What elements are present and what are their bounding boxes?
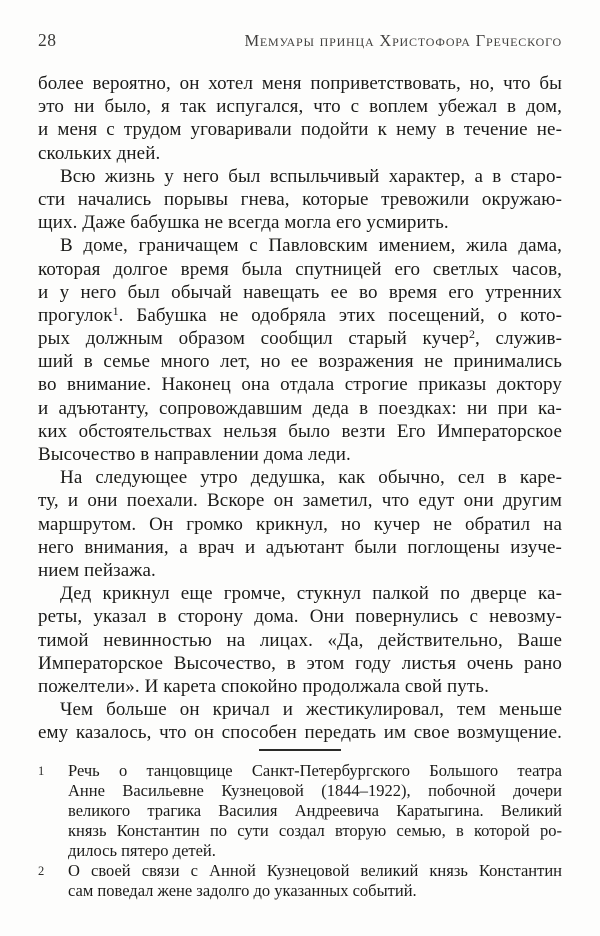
text-line: великого трагика Василия Андреевича Каратыгина. Великий xyxy=(68,801,562,821)
text-line: сти начались порывы гнева, которые тревожили окружаю- xyxy=(38,188,562,210)
text-line: скольких дней. xyxy=(38,142,161,164)
text-line: это ни было, я так испугался, что с воплем убежал в дом, xyxy=(38,96,562,118)
running-title: Мемуары принца Христофора Греческого xyxy=(244,31,562,50)
text-line: сам поведал жене задолго до указанных событий. xyxy=(68,880,417,900)
text-line: ему казалось, что он способен передать им свое возмущение. xyxy=(38,722,562,744)
text-line: Всю жизнь у него был вспыльчивый характер, а в старо- xyxy=(60,165,562,187)
text-line: тимой невинностью на лицах. «Да, действительно, Ваше xyxy=(38,629,562,651)
text-line: и у него был обычай навещать ее во время его утренних xyxy=(38,281,562,303)
paragraph xyxy=(38,466,562,582)
paragraph xyxy=(38,582,562,698)
text-line: В доме, граничащем с Павловским имением, жила дама, xyxy=(60,235,562,257)
text-line: На следующее утро дедушка, как обычно, сел в каре- xyxy=(60,467,562,489)
text-line: Императорское Высочество, в этом году листья очень рано xyxy=(38,652,562,674)
paragraph xyxy=(38,72,562,165)
footnote-reference: 1 xyxy=(112,303,119,318)
text-line: которая долгое время была спутницей его светлых часов, xyxy=(38,258,562,280)
footnote-divider xyxy=(259,749,341,751)
text-line: более вероятно, он хотел меня поприветствовать, но, что бы xyxy=(38,73,562,94)
page-number: 28 xyxy=(38,30,57,50)
text-line: нием пейзажа. xyxy=(38,559,156,581)
text-line: Речь о танцовщице Санкт-Петербургского Большого театра xyxy=(68,761,562,781)
paragraph xyxy=(38,165,562,235)
text-line: ких обстоятельствах нельзя было везти Его Императорское xyxy=(38,420,562,442)
text-line: и меня с трудом уговаривали подойти к нему в течение не- xyxy=(38,119,562,141)
paragraph xyxy=(38,234,562,466)
footnotes-section xyxy=(38,761,562,900)
text-line: него внимания, а врач и адъютант были поглощены изуче- xyxy=(38,536,562,558)
text-line: ший в семье много лет, но ее возражения не принимались xyxy=(38,351,562,373)
text-line: Дед крикнул еще громче, стукнул палкой по дверце ка- xyxy=(60,583,562,605)
text-line: князь Константин по сути создал вторую семью, в которой ро- xyxy=(68,821,562,841)
text-line: ту, и они поехали. Вскоре он заметил, что едут они другим xyxy=(38,490,562,512)
text-line: маршрутом. Он громко крикнул, но кучер не обратил на xyxy=(38,513,562,535)
footnote xyxy=(38,861,562,901)
text-line: дилось пятеро детей. xyxy=(68,841,216,860)
text-line: и адъютанту, сопровождавшим деда в поездках: ни при ка- xyxy=(38,397,562,419)
text-line: Анне Васильевне Кузнецовой (1844–1922), побочной дочери xyxy=(68,781,562,801)
footnote-reference: 2 xyxy=(469,327,475,342)
paragraph xyxy=(38,698,562,744)
text-line: щих. Даже бабушка не всегда могла его усмирить. xyxy=(38,212,449,234)
text-line: прогулок$^1$. Бабушка не одобряла этих посещений, о кото- xyxy=(38,303,562,326)
text-line: Чем больше он кричал и жестикулировал, тем меньше xyxy=(60,699,562,721)
footnote-text xyxy=(68,761,562,860)
body-text xyxy=(38,72,562,744)
footnote-marker: 1 xyxy=(38,764,45,779)
footnote-text xyxy=(68,861,562,901)
text-line: Высочество в направлении дома леди. xyxy=(38,444,351,465)
text-line: рых должным образом сообщил старый кучер$^2$, служив- xyxy=(38,327,562,350)
text-line: пожелтели». И карета спокойно продолжала свой путь. xyxy=(38,675,489,697)
text-line: О своей связи с Анной Кузнецовой великий князь Константин xyxy=(68,860,562,880)
footnote-marker: 2 xyxy=(38,863,45,878)
text-line: во внимание. Наконец она отдала строгие приказы доктору xyxy=(38,374,562,396)
page-header xyxy=(38,30,562,51)
text-line: реты, указал в сторону дома. Они повернулись с невозму- xyxy=(38,606,562,628)
footnote xyxy=(38,761,562,860)
